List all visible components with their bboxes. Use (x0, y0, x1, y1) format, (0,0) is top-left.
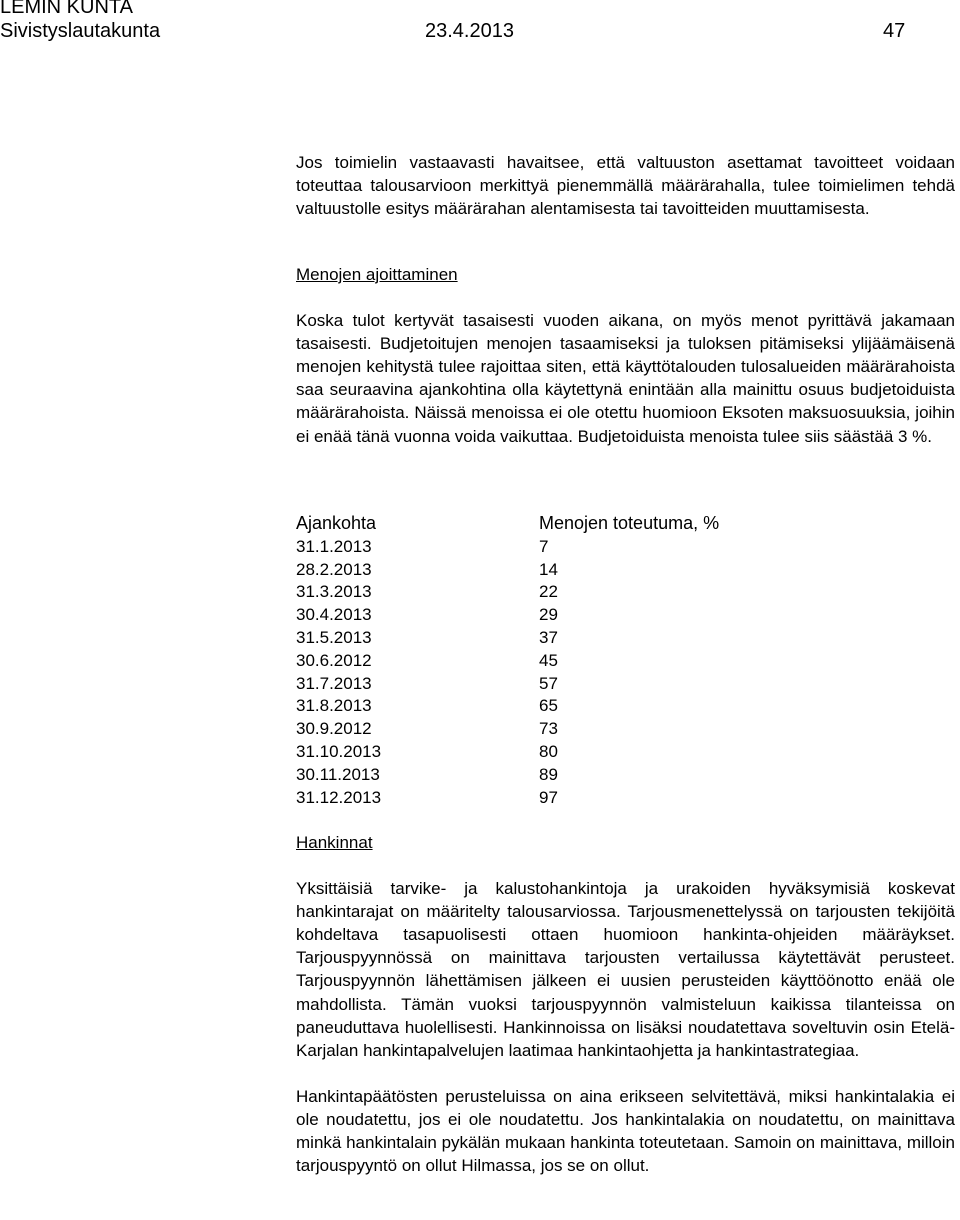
committee-name: Sivistyslautakunta (0, 20, 161, 42)
scheduling-section (296, 263, 955, 448)
row-date: 30.11.2013 (296, 764, 380, 784)
column-header-percentage: Menojen toteutuma, % (539, 513, 720, 533)
row-percentage: 80 (539, 741, 558, 761)
table-row (296, 649, 796, 672)
intro-section (296, 151, 955, 220)
table-row (296, 763, 796, 786)
row-percentage: 45 (539, 650, 558, 670)
row-date: 31.10.2013 (296, 741, 382, 761)
row-date: 31.3.2013 (296, 582, 372, 602)
table-row (296, 603, 796, 626)
section-heading-procurement: Hankinnat (296, 833, 373, 852)
table-row (296, 626, 796, 649)
row-percentage: 97 (539, 787, 558, 807)
row-date: 28.2.2013 (296, 559, 372, 579)
organization-name: LEMIN KUNTA (0, 0, 133, 18)
table-header-row (296, 512, 796, 535)
row-percentage: 37 (539, 627, 558, 647)
table-row (296, 694, 796, 717)
section-heading-scheduling: Menojen ajoittaminen (296, 265, 458, 284)
header-row (0, 19, 960, 43)
table-row (296, 580, 796, 603)
procurement-section (296, 831, 955, 1177)
table-row (296, 672, 796, 695)
meeting-date: 23.4.2013 (425, 20, 514, 42)
row-percentage: 29 (539, 605, 558, 625)
column-header-date: Ajankohta (296, 513, 377, 533)
table-row (296, 558, 796, 581)
page-header (0, 0, 960, 43)
table-row (296, 717, 796, 740)
row-percentage: 22 (539, 582, 558, 602)
row-date: 31.5.2013 (296, 627, 372, 647)
page-number: 47 (883, 20, 906, 42)
spending-schedule-table (296, 512, 796, 808)
procurement-paragraph-2: Hankintapäätösten perusteluissa on aina erikseen selvitettävä, miksi hankintalakia ei ole noudatettu, jos ei ole noudatettu. Jos hankintalakia on noudatettu, on mainittava minkä hankintalain pykälän mukaan hankinta toteutetaan. Samoin on mainittava, milloin tarjouspyyntö on ollut Hilmassa, jos se on ollut. (296, 1086, 955, 1176)
row-percentage: 65 (539, 696, 558, 716)
row-percentage: 89 (539, 764, 558, 784)
row-percentage: 14 (539, 559, 558, 579)
table-body (296, 535, 796, 809)
row-date: 31.7.2013 (296, 673, 372, 693)
row-date: 30.9.2012 (296, 719, 372, 739)
row-date: 31.8.2013 (296, 696, 372, 716)
row-percentage: 7 (539, 536, 549, 556)
table-row (296, 535, 796, 558)
table-row (296, 740, 796, 763)
row-date: 31.12.2013 (296, 787, 382, 807)
procurement-paragraph-1: Yksittäisiä tarvike- ja kalustohankintoja ja urakoiden hyväksymisiä koskevat hankintarajat on määritelty talousarviossa. Tarjousmenettelyssä on tarjousten tekijöitä kohdeltava tasapuolisesti ottaen huomioon hankinta-ohjeiden määräykset. Tarjouspyynnössä on mainittava tarjousten vertailussa käytettävät perusteet. Tarjouspyynnön lähettämisen jälkeen ei uusien perusteiden käyttöönotto enää ole mahdollista. Tämän vuoksi tarjouspyynnön valmisteluun kaikissa tilanteissa on paneuduttava huolellisesti. Hankinnoissa on lisäksi noudatettava soveltuvin osin Etelä-Karjalan hankintapalvelujen laatimaa hankintaohjetta ja hankintastrategiaa. (296, 879, 955, 1060)
row-date: 31.1.2013 (296, 536, 372, 556)
intro-paragraph: Jos toimielin vastaavasti havaitsee, että valtuuston asettamat tavoitteet voidaan toteuttaa talousarvioon merkittyä pienemmällä määrärahalla, tulee toimielimen tehdä valtuustolle esitys määrärahan alentamisesta tai tavoitteiden muuttamisesta. (296, 153, 955, 219)
scheduling-paragraph: Koska tulot kertyvät tasaisesti vuoden aikana, on myös menot pyrittävä jakamaan tasaisesti. Budjetoitujen menojen tasaamiseksi ja tuloksen pitämiseksi ylijäämäisenä menojen kehitystä tulee rajoittaa siten, että käyttötalouden tulosalueiden määrärahoista saa seuraavina ajankohtina olla käytettynä enintään alla mainittu osuus budjetoiduista määrärahoista. Näissä menoissa ei ole otettu huomioon Eksoten maksuosuuksia, joihin ei enää tänä vuonna voida vaikuttaa. Budjetoiduista menoista tulee siis säästää 3 %. (296, 311, 955, 446)
row-date: 30.4.2013 (296, 605, 372, 625)
row-percentage: 73 (539, 719, 558, 739)
row-percentage: 57 (539, 673, 558, 693)
row-date: 30.6.2012 (296, 650, 372, 670)
table-row (296, 786, 796, 809)
